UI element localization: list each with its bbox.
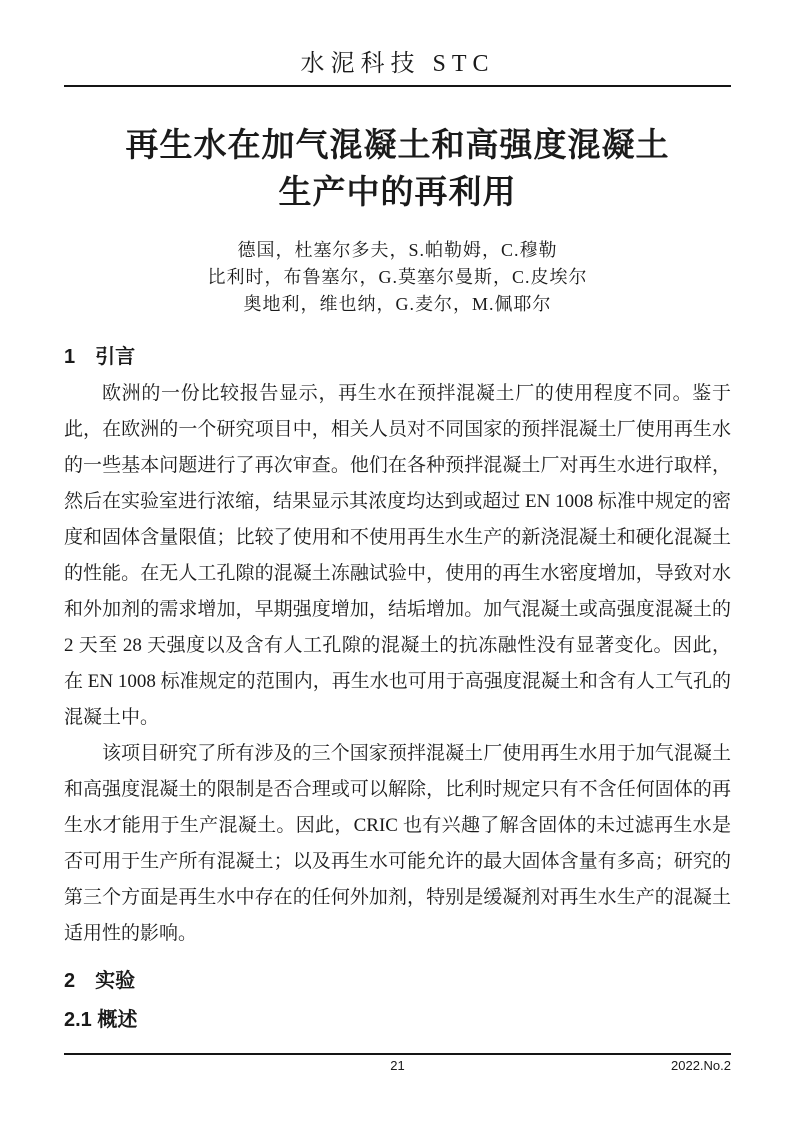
author-line-austria: 奥地利，维也纳，G.麦尔，M.佩耶尔 [243, 294, 552, 315]
journal-running-head: 水泥科技 STC [300, 51, 495, 77]
article-title-line-2: 生产中的再利用 [278, 173, 517, 210]
issue-label: 2022.No.2 [671, 1058, 731, 1073]
authors-block [64, 237, 731, 318]
page-footer [64, 1053, 731, 1075]
section-heading-experiment: 2 实验 [64, 970, 136, 993]
author-line-germany: 德国，杜塞尔多夫，S.帕勒姆，C.穆勒 [237, 240, 558, 261]
header-rule [64, 85, 731, 87]
footer-rule [64, 1053, 731, 1055]
intro-paragraph-2: 该项目研究了所有涉及的三个国家预拌混凝土厂使用再生水用于加气混凝土和高强度混凝土的限制是否合理或可以解除，比利时规定只有不含任何固体的再生水才能用于生产混凝土。因此，CRIC 也有兴趣了解含固体的未过滤再生水是否可用于生产所有混凝土；以及再生水可能允许的最大固体含量有多高；研究的第三个方面是再生水中存在的任何外加剂，特别是缓凝剂对再生水生产的混凝土适用性的影响。 [64, 743, 731, 945]
author-line-belgium: 比利时，布鲁塞尔，G.莫塞尔曼斯，C.皮埃尔 [207, 267, 588, 288]
article-title-line-1: 再生水在加气混凝土和高强度混凝土 [125, 126, 670, 163]
footer-row [64, 1057, 731, 1075]
section-heading-introduction: 1 引言 [64, 346, 136, 369]
article-title [64, 121, 731, 215]
intro-paragraph-1: 欧洲的一份比较报告显示，再生水在预拌混凝土厂的使用程度不同。鉴于此，在欧洲的一个研究项目中，相关人员对不同国家的预拌混凝土厂使用再生水的一些基本问题进行了再次审查。他们在各种预拌混凝土厂对再生水进行取样，然后在实验室进行浓缩，结果显示其浓度均达到或超过 EN 1008 标准中规定的密度和固体含量限值；比较了使用和不使用再生水生产的新浇混凝土和硬化混凝土的性能。在无人工孔隙的混凝土冻融试验中，使用的再生水密度增加，导致对水和外加剂的需求增加，早期强度增加，结垢增加。加气混凝土或高强度混凝土的 2 天至 28 天强度以及含有人工孔隙的混凝土的抗冻融性没有显著变化。因此，在 EN 1008 标准规定的范围内，再生水也可用于高强度混凝土和含有人工气孔的混凝土中。 [64, 383, 731, 729]
page-number: 21 [390, 1058, 405, 1073]
introduction-body [64, 376, 731, 952]
section-heading-overview: 2.1 概述 [64, 1009, 138, 1032]
